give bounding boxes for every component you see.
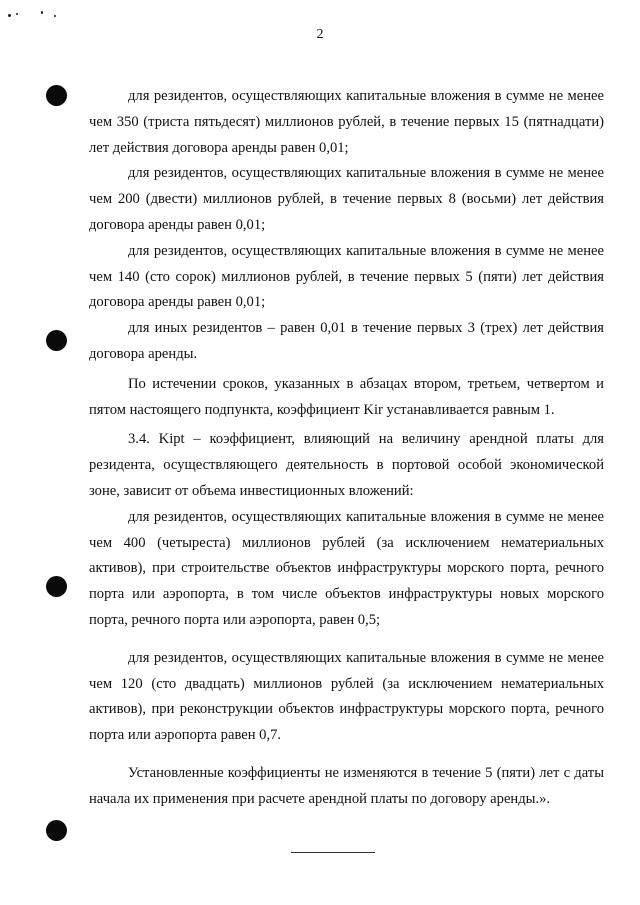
punch-hole-icon (46, 576, 67, 597)
punch-hole-icon (46, 330, 67, 351)
scan-speck (41, 11, 43, 14)
closing-divider (291, 852, 375, 853)
document-body (89, 84, 604, 813)
scan-speck (8, 14, 11, 17)
paragraph: для резидентов, осуществляющих капитальные вложения в сумме не менее чем 200 (двести) миллионов рублей, в течение первых 8 (восьми) лет действия договора аренды равен 0,01; (89, 165, 604, 233)
paragraph: для резидентов, осуществляющих капитальные вложения в сумме не менее чем 400 (четыреста) миллионов рублей (за исключением нематериальных активов), при строительстве объектов инфраструктуры морского порта, речного порта или аэропорта, в том числе объектов инфраструктуры новых морского порта, речного порта или аэропорта, равен 0,5; (89, 508, 604, 628)
paragraph: 3.4. Kipt – коэффициент, влияющий на величину арендной платы для резидента, осуществляющего деятельность в портовой особой экономической зоне, зависит от объема инвестиционных вложений: (89, 431, 604, 499)
paragraph: По истечении сроков, указанных в абзацах втором, третьем, четвертом и пятом настоящего подпункта, коэффициент Kir устанавливается равным 1. (89, 375, 604, 418)
punch-hole-icon (46, 85, 67, 106)
scan-speck (16, 13, 18, 15)
paragraph: Установленные коэффициенты не изменяются в течение 5 (пяти) лет с даты начала их применения при расчете арендной платы по договору аренды.». (89, 764, 604, 807)
page-number: 2 (316, 27, 324, 42)
punch-hole-icon (46, 820, 67, 841)
paragraph: для резидентов, осуществляющих капитальные вложения в сумме не менее чем 350 (триста пятьдесят) миллионов рублей, в течение первых 15 (пятнадцати) лет действия договора аренды равен 0,01; (89, 88, 604, 156)
scan-speck (54, 15, 56, 17)
paragraph: для резидентов, осуществляющих капитальные вложения в сумме не менее чем 140 (сто сорок) миллионов рублей, в течение первых 5 (пяти) лет действия договора аренды равен 0,01; (89, 242, 604, 311)
paragraph: для иных резидентов – равен 0,01 в течение первых 3 (трех) лет действия договора аренды. (89, 320, 604, 362)
paragraph: для резидентов, осуществляющих капитальные вложения в сумме не менее чем 120 (сто двадцать) миллионов рублей (за исключением нематериальных активов), при реконструкции объектов инфраструктуры морского порта, речного порта или аэропорта равен 0,7. (89, 649, 604, 744)
